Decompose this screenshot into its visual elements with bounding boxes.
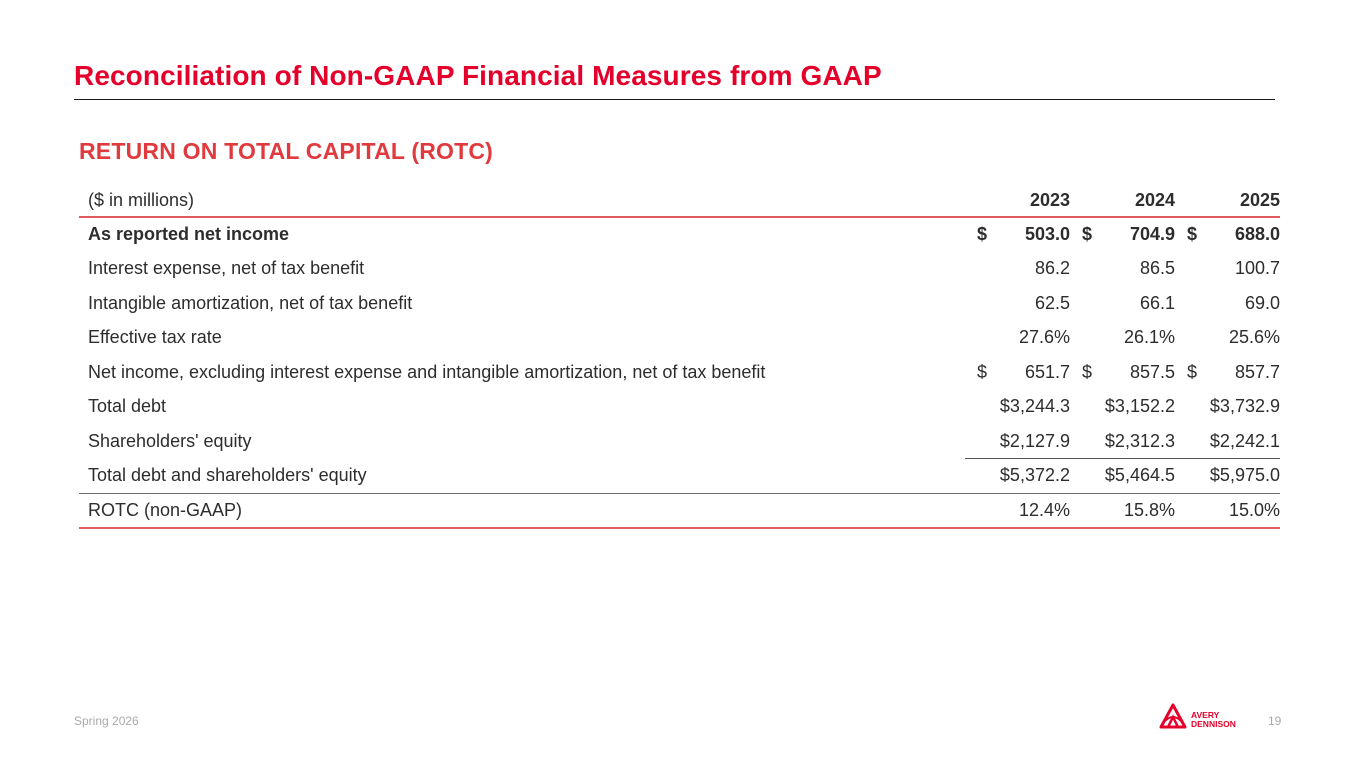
table-row (79, 390, 1280, 425)
cell-value: 86.5 (1139, 258, 1175, 279)
year-header: 2025 (1175, 184, 1280, 217)
cell-value: 857.7 (1234, 361, 1280, 382)
currency-symbol: $ (977, 361, 988, 382)
row-label: Net income, excluding interest expense and intangible amortization, net of tax benefit (88, 361, 766, 382)
cell-value: 27.6% (1018, 327, 1070, 348)
value-cell (965, 355, 1070, 390)
logo-line-2: DENNISON (1191, 718, 1236, 729)
cell-value: $2,312.3 (1104, 430, 1175, 451)
table-row (79, 493, 1280, 528)
year-header: 2024 (1070, 184, 1175, 217)
value-cell (1175, 217, 1280, 252)
page-title: Reconciliation of Non-GAAP Financial Measures from GAAP (74, 60, 882, 91)
footer-date: Spring 2026 (74, 714, 139, 728)
table-row (79, 217, 1280, 252)
cell-value: $3,732.9 (1209, 396, 1280, 417)
table-row (79, 321, 1280, 356)
table-row (79, 355, 1280, 390)
cell-value: 15.8% (1070, 493, 1175, 528)
currency-symbol: $ (1082, 224, 1093, 245)
cell-value: 651.7 (1024, 361, 1070, 382)
table-row (79, 286, 1280, 321)
currency-symbol: $ (1082, 361, 1093, 382)
unit-label: ($ in millions) (79, 184, 965, 217)
value-cell (1070, 217, 1175, 252)
cell-value: $2,242.1 (1209, 430, 1280, 451)
year-header: 2023 (965, 184, 1070, 217)
cell-value: 100.7 (1234, 258, 1280, 279)
cell-value: $5,372.2 (965, 459, 1070, 494)
row-label: Shareholders' equity (88, 430, 252, 451)
cell-value: 25.6% (1228, 327, 1280, 348)
row-label: Total debt (88, 396, 167, 417)
cell-value: 86.2 (1034, 258, 1070, 279)
value-cell (1070, 355, 1175, 390)
table-row (79, 252, 1280, 287)
cell-value: 66.1 (1139, 292, 1175, 313)
cell-value: $2,127.9 (999, 430, 1070, 451)
currency-symbol: $ (1187, 224, 1198, 245)
cell-value: 26.1% (1123, 327, 1175, 348)
table-row (79, 424, 1280, 459)
table-header-row (79, 184, 1280, 217)
row-label: Intangible amortization, net of tax benefit (88, 292, 413, 313)
logo-text (1191, 711, 1236, 729)
cell-value: $3,152.2 (1104, 396, 1175, 417)
currency-symbol: $ (977, 224, 988, 245)
cell-value: $5,464.5 (1070, 459, 1175, 494)
cell-value: 12.4% (965, 493, 1070, 528)
section-title: RETURN ON TOTAL CAPITAL (ROTC) (79, 138, 494, 164)
cell-value: 704.9 (1129, 224, 1175, 245)
currency-symbol: $ (1187, 361, 1198, 382)
value-cell (1175, 355, 1280, 390)
cell-value: 15.0% (1175, 493, 1280, 528)
cell-value: 69.0 (1244, 292, 1280, 313)
rotc-table (79, 184, 1280, 529)
logo-line-1: AVERY (1191, 709, 1220, 720)
avery-dennison-logo-icon (1159, 703, 1187, 736)
cell-value: 857.5 (1129, 361, 1175, 382)
company-logo (1159, 703, 1236, 736)
row-label: Effective tax rate (88, 327, 222, 348)
cell-value: 688.0 (1234, 224, 1280, 245)
table-row (79, 459, 1280, 494)
row-label: Total debt and shareholders' equity (79, 459, 965, 494)
value-cell (965, 217, 1070, 252)
cell-value: $3,244.3 (999, 396, 1070, 417)
row-label: ROTC (non-GAAP) (79, 493, 965, 528)
row-label: Interest expense, net of tax benefit (88, 258, 365, 279)
title-divider (74, 99, 1275, 100)
page-number: 19 (1268, 714, 1282, 728)
cell-value: 62.5 (1034, 292, 1070, 313)
cell-value: $5,975.0 (1175, 459, 1280, 494)
row-label: As reported net income (88, 224, 290, 245)
cell-value: 503.0 (1024, 224, 1070, 245)
